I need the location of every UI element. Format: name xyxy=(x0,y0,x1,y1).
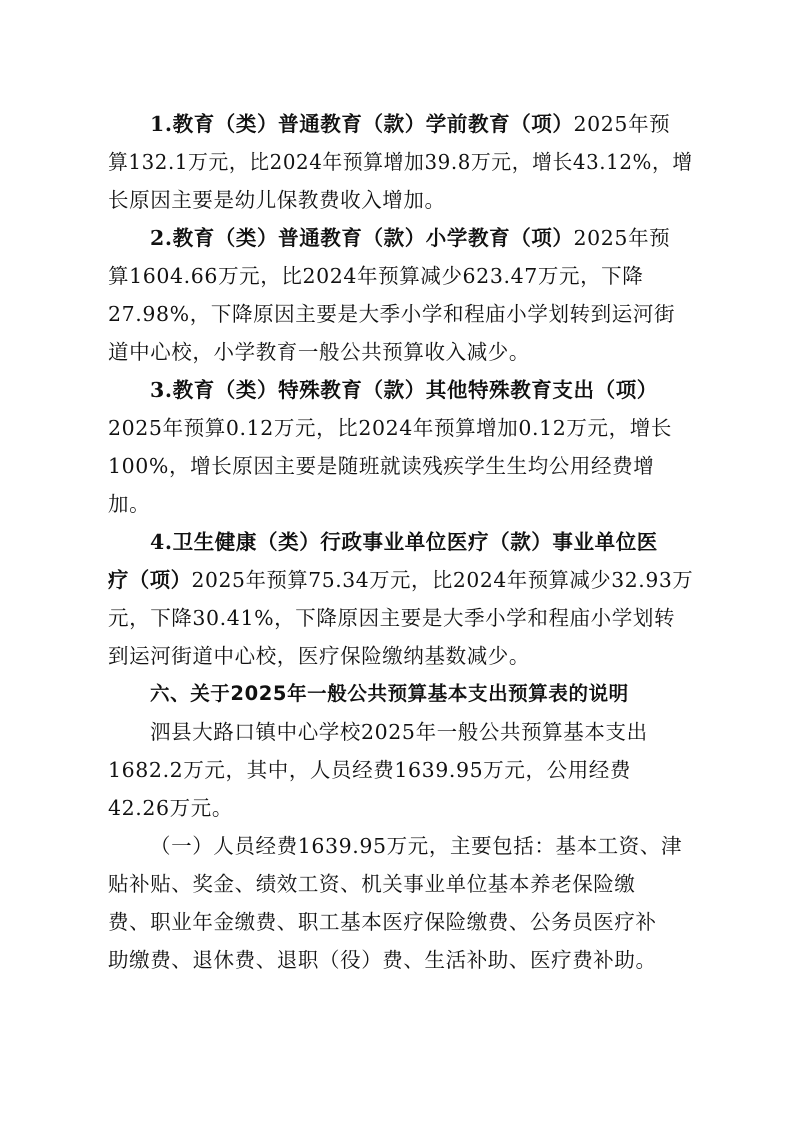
item3-line4: 加。 xyxy=(108,492,151,516)
section6-heading: 六、关于2025年一般公共预算基本支出预算表的说明 xyxy=(150,682,629,705)
item2-text: 2025年预 xyxy=(573,226,671,250)
item2-line2: 算1604.66万元，比2024年预算减少623.47万元，下降 xyxy=(108,264,644,288)
personnel-line2: 贴补贴、奖金、绩效工资、机关事业单位基本养老保险缴 xyxy=(108,872,636,896)
item1-text: 2025年预 xyxy=(573,112,671,136)
item4-line3: 元，下降30.41%，下降原因主要是大季小学和程庙小学划转 xyxy=(108,606,676,630)
personnel-line3: 费、职业年金缴费、职工基本医疗保险缴费、公务员医疗补 xyxy=(108,910,657,934)
item1-line2: 算132.1万元，比2024年预算增加39.8万元，增长43.12%，增 xyxy=(108,150,693,174)
item4-heading-line1: 4.卫生健康（类）行政事业单位医疗（款）事业单位医 xyxy=(150,530,658,554)
section6-para-line1: 泗县大路口镇中心学校2025年一般公共预算基本支出 xyxy=(150,720,648,744)
item4-heading-line2: 疗（项） xyxy=(108,568,192,592)
item2-heading: 2.教育（类）普通教育（款）小学教育（项） xyxy=(150,226,574,250)
item2-line3: 27.98%，下降原因主要是大季小学和程庙小学划转到运河街 xyxy=(108,302,676,326)
section6-para-line3: 42.26万元。 xyxy=(108,796,233,820)
item3-line3: 100%，增长原因主要是随班就读残疾学生生均公用经费增 xyxy=(108,454,655,478)
item2-line1 xyxy=(150,224,670,252)
item3-heading: 3.教育（类）特殊教育（款）其他特殊教育支出（项） xyxy=(150,378,658,402)
section6-para-line2: 1682.2万元，其中，人员经费1639.95万元，公用经费 xyxy=(108,758,632,782)
item3-line2: 2025年预算0.12万元，比2024年预算增加0.12万元，增长 xyxy=(108,416,672,440)
item1-heading: 1.教育（类）普通教育（款）学前教育（项） xyxy=(150,112,574,136)
item4-text: 2025年预算75.34万元，比2024年预算减少32.93万 xyxy=(191,568,694,592)
personnel-line1: （一）人员经费1639.95万元，主要包括：基本工资、津 xyxy=(150,834,683,858)
item1-line1 xyxy=(150,110,670,138)
item2-line4: 道中心校，小学教育一般公共预算收入减少。 xyxy=(108,340,530,364)
item4-line4: 到运河街道中心校，医疗保险缴纳基数减少。 xyxy=(108,644,530,668)
item1-line3: 长原因主要是幼儿保教费收入增加。 xyxy=(108,188,446,212)
personnel-line4: 助缴费、退休费、退职（役）费、生活补助、医疗费补助。 xyxy=(108,948,657,972)
item4-line2 xyxy=(108,566,693,594)
